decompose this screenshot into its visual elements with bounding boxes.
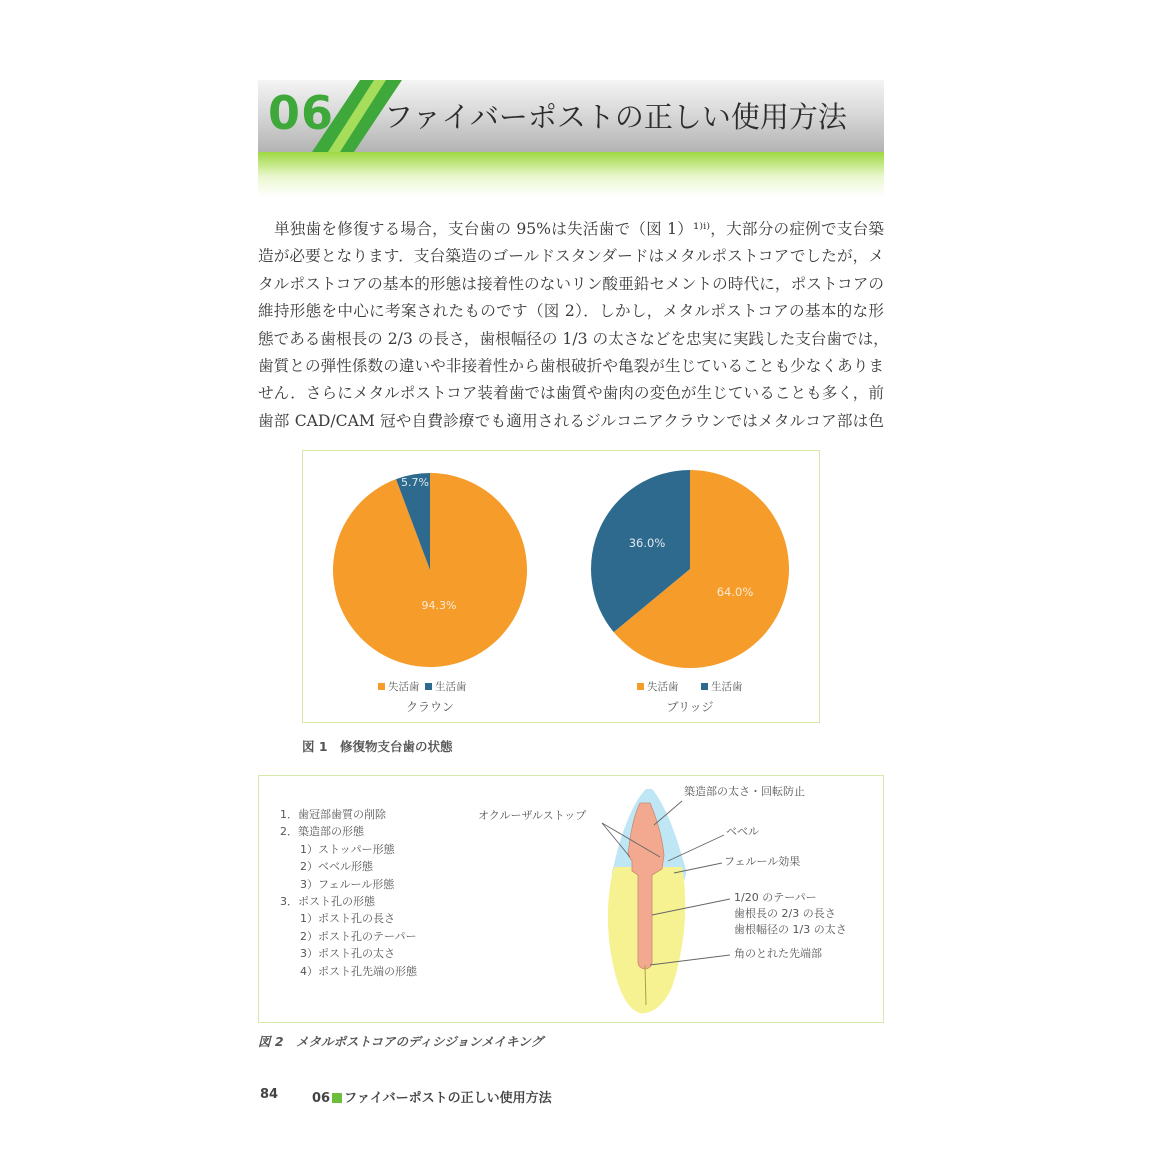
body-paragraph: [258, 216, 889, 435]
pie-label-bridge-nonvital: 64.0%: [716, 585, 754, 599]
list-item: 2）ベベル形態: [300, 860, 373, 874]
list-item: 2）ポスト孔のテーパー: [300, 929, 417, 943]
legend-label-nonvital: 失活歯: [647, 681, 679, 693]
label-taper: 1/20 のテーパー: [734, 891, 817, 904]
label-occlusal-stop: オクルーザルストップ: [478, 809, 587, 822]
label-length: 歯根長の 2/3 の長さ: [734, 907, 836, 920]
chart-label-bridge: ブリッジ: [666, 700, 714, 714]
body-line: せん．さらにメタルポストコア装着歯では歯質や歯肉の変色が生じていることも多く，前: [258, 384, 884, 403]
label-ferrule: フェルール効果: [724, 855, 801, 868]
legend-swatch-vital: [701, 683, 708, 690]
list-item: 3．ポスト孔の形態: [280, 895, 375, 909]
body-line: 単独歯を修復する場合，支台歯の 95%は失活歯で（図 1）¹⁾ⁱ⁾，大部分の症例で支台築: [274, 220, 884, 238]
body-line: 歯部 CAD/CAM 冠や自費診療でも適用されるジルコニアクラウンではメタルコア部は色: [258, 411, 884, 430]
body-line: 態である歯根長の 2/3 の長さ，歯根幅径の 1/3 の太さなどを忠実に実践した支台歯では，: [258, 329, 889, 348]
list-item: 2．築造部の形態: [280, 825, 364, 839]
body-line: 維持形態を中心に考案されたものです（図 2）．しかし，メタルポストコアの基本的な形: [258, 302, 884, 321]
footer-chapter-number: 06: [312, 1091, 331, 1106]
list-item: 1）ポスト孔の長さ: [300, 912, 395, 926]
pie-chart-bridge: [591, 470, 789, 668]
page-number: 84: [260, 1087, 279, 1102]
label-width: 歯根幅径の 1/3 の太さ: [734, 923, 847, 936]
label-bevel: ベベル: [726, 825, 759, 838]
pie-chart-crown: [333, 473, 527, 667]
legend-label-nonvital: 失活歯: [388, 681, 420, 693]
legend-swatch-nonvital: [637, 683, 644, 690]
pie-label-crown-nonvital: 94.3%: [421, 599, 457, 612]
body-line: 歯質との弾性係数の違いや非接着性から歯根破折や亀裂が生じていることも少なくありま: [258, 357, 884, 376]
list-item: 3）フェルール形態: [300, 877, 395, 891]
body-line: タルポストコアの基本的形態は接着性のないリン酸亜鉛セメントの時代に，ポストコアの: [258, 274, 884, 293]
chapter-number: 06: [268, 86, 335, 140]
list-item: 3）ポスト孔の太さ: [300, 947, 395, 961]
footer-square-icon: [332, 1093, 342, 1103]
legend-bridge: [637, 680, 743, 714]
footer-running-head: [312, 1087, 552, 1106]
legend-label-vital: 生活歯: [711, 681, 743, 693]
figure1-caption: 図 1 修復物支台歯の状態: [302, 739, 453, 754]
pie-label-crown-vital: 5.7%: [401, 476, 429, 489]
legend-label-vital: 生活歯: [435, 681, 467, 693]
tooth-diagram: [258, 775, 884, 1023]
footer-chapter-title: ファイバーポストの正しい使用方法: [344, 1091, 552, 1106]
label-core-thickness: 築造部の太さ・回転防止: [684, 785, 805, 798]
chapter-title: ファイバーポストの正しい使用方法: [384, 100, 847, 134]
list-item: 1）ストッパー形態: [300, 842, 395, 856]
list-item: 4）ポスト孔先端の形態: [300, 964, 417, 978]
figure2-caption: 図 2 メタルポストコアのディシジョンメイキング: [258, 1034, 543, 1049]
pie-label-bridge-vital: 36.0%: [628, 536, 666, 550]
label-tip: 角のとれた先端部: [734, 947, 822, 960]
list-item: 1．歯冠部歯質の削除: [280, 808, 386, 821]
header-green-glow: [258, 152, 884, 197]
body-line: 造が必要となります．支台築造のゴールドスタンダードはメタルポストコアでしたが，メ: [258, 247, 884, 266]
figure1-pie-charts: [302, 450, 820, 723]
legend-swatch-vital: [425, 683, 432, 690]
chart-label-crown: クラウン: [405, 700, 455, 714]
legend-swatch-nonvital: [378, 683, 385, 690]
legend-crown: [378, 680, 467, 714]
